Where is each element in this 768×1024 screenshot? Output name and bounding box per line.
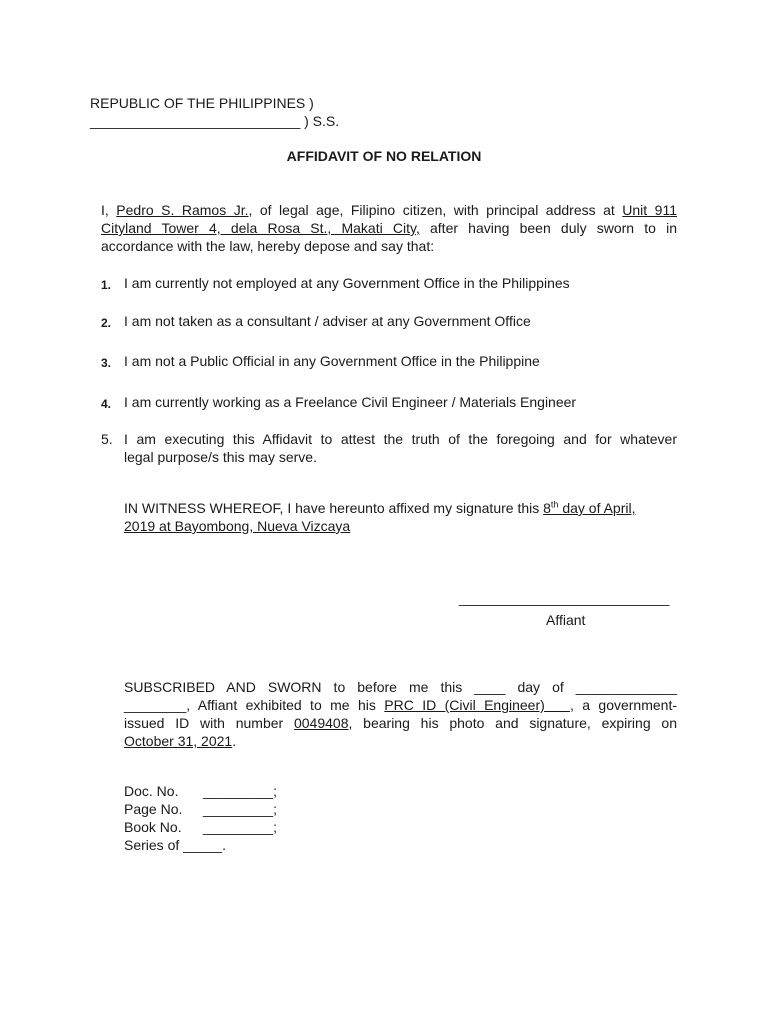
intro-line-2: Cityland Tower 4, dela Rosa St., Makati City, after having been duly sworn to in [101,220,677,236]
witness-line-1: IN WITNESS WHEREOF, I have hereunto affixed my signature this 8th day of April, [124,499,636,516]
item-text [124,430,677,466]
intro-paragraph [101,201,677,255]
item-number: 4. [101,397,112,411]
item-number: 1. [101,278,112,292]
id-type: PRC ID (Civil Engineer) [384,697,570,713]
venue-ss: ___________________________ ) S.S. [90,113,340,129]
doc-no: Doc. No. _________; [124,783,277,799]
item-text: I am currently not employed at any Government Office in the Philippines [124,275,570,291]
witness-paragraph [124,499,678,535]
jurat-paragraph [124,678,677,750]
affiant-name: Pedro S. Ramos Jr. [116,202,249,218]
series-of: Series of _____. [124,837,226,853]
venue-republic: REPUBLIC OF THE PHILIPPINES ) [90,95,314,111]
item-text: I am not a Public Official in any Government Office in the Philippine [124,353,540,369]
id-number: 0049408 [293,715,349,731]
item-5-line-1: I am executing this Affidavit to attest the truth of the foregoing and for whatever [124,431,677,447]
intro-line-1: I, Pedro S. Ramos Jr., of legal age, Filipino citizen, with principal address at Unit 911 [101,202,677,218]
document-title: AFFIDAVIT OF NO RELATION [286,148,482,164]
address-part-1: Unit 911 [622,202,677,218]
intro-line-3: accordance with the law, hereby depose and say that: [101,238,435,254]
address-part-2: Cityland Tower 4, dela Rosa St., Makati City, [101,220,420,236]
item-5-line-2: legal purpose/s this may serve. [124,449,317,465]
jurat-line-2: ________, Affiant exhibited to me his PRC ID (Civil Engineer) , a government- [124,697,677,713]
witness-date: 8th day of April, [543,499,636,516]
id-expiry: October 31, 2021 [124,733,233,749]
page-no: Page No. _________; [124,801,277,817]
item-text: I am currently working as a Freelance Civil Engineer / Materials Engineer [124,394,577,410]
jurat-line-1: SUBSCRIBED AND SWORN to before me this ____ day of _____________ [124,679,677,695]
jurat-line-4: October 31, 2021. [124,733,237,749]
item-number: 2. [101,316,112,330]
venue-block [90,94,390,130]
witness-date-place: 2019 at Bayombong, Nueva Vizcaya [124,518,351,534]
book-no: Book No. _________; [124,819,277,835]
notary-register [124,782,277,854]
jurat-line-3: issued ID with number 0049408, bearing his photo and signature, expiring on [124,715,677,731]
item-number: 5. [101,431,113,447]
signature-line: ___________________________ [459,590,670,606]
signature-label: Affiant [546,612,586,628]
item-text: I am not taken as a consultant / adviser at any Government Office [124,313,531,329]
item-number: 3. [101,356,112,370]
